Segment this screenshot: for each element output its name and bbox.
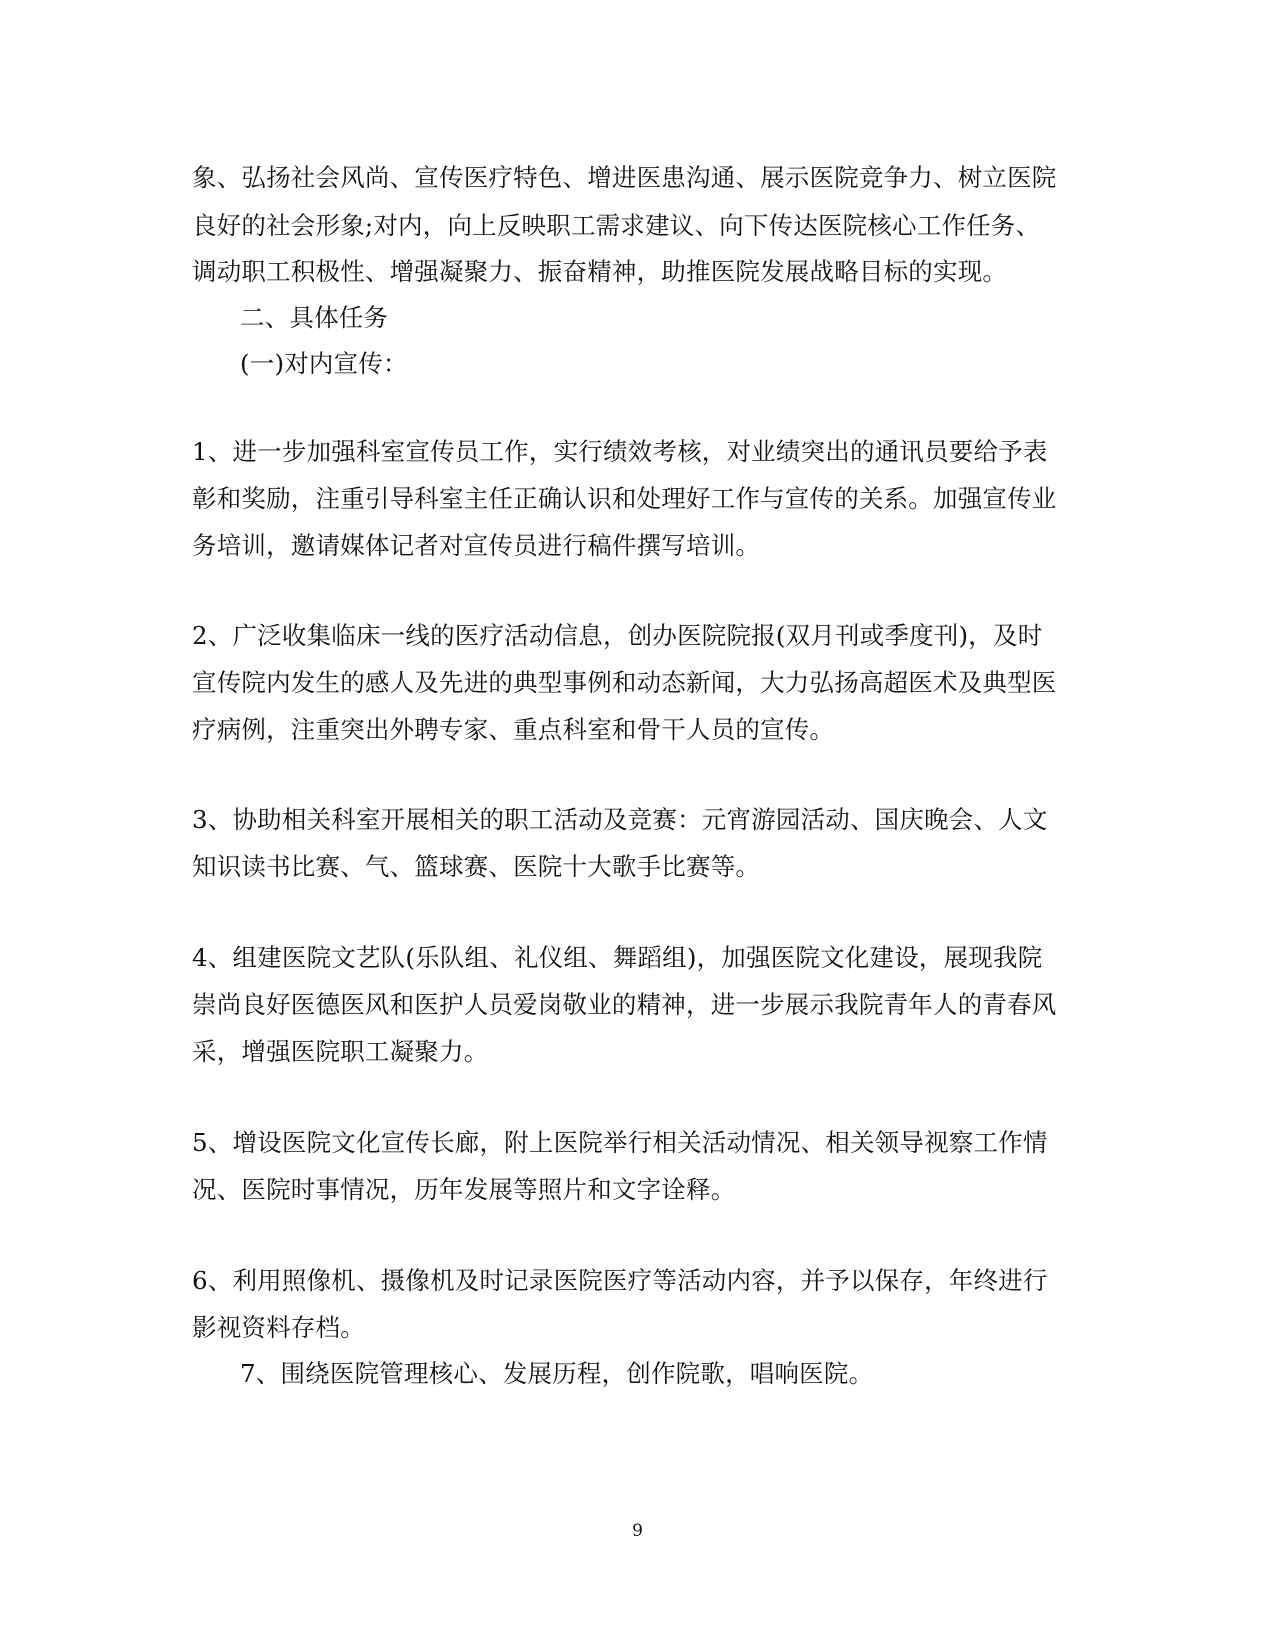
section-heading: 二、具体任务 — [240, 303, 389, 332]
list-item-5-line: 5、增设医院文化宣传长廊，附上医院举行相关活动情况、相关领导视察工作情 — [192, 1128, 1048, 1157]
list-item-4-line: 采，增强医院职工凝聚力。 — [192, 1037, 489, 1066]
subsection-heading: (一)对内宣传： — [240, 349, 408, 378]
list-item-3-line: 知识读书比赛、气、篮球赛、医院十大歌手比赛等。 — [192, 852, 761, 881]
list-item-1-line: 彰和奖励，注重引导科室主任正确认识和处理好工作与宣传的关系。加强宣传业 — [192, 484, 1057, 513]
list-item-3-line: 3、协助相关科室开展相关的职工活动及竞赛：元宵游园活动、国庆晚会、人文 — [192, 805, 1048, 834]
list-item-5-line: 况、医院时事情况，历年发展等照片和文字诠释。 — [192, 1175, 736, 1204]
text-line: 良好的社会形象;对内，向上反映职工需求建议、向下传达医院核心工作任务、 — [192, 211, 1041, 240]
list-item-2-line: 2、广泛收集临床一线的医疗活动信息，创办医院院报(双月刊或季度刊)，及时 — [192, 621, 1043, 650]
text-line: 调动职工积极性、增强凝聚力、振奋精神，助推医院发展战略目标的实现。 — [192, 257, 1008, 286]
list-item-1-line: 务培训，邀请媒体记者对宣传员进行稿件撰写培训。 — [192, 531, 761, 560]
list-item-2-line: 宣传院内发生的感人及先进的典型事例和动态新闻，大力弘扬高超医术及典型医 — [192, 668, 1057, 697]
list-item-4-line: 崇尚良好医德医风和医护人员爱岗敬业的精神，进一步展示我院青年人的青春风 — [192, 990, 1057, 1019]
page-number: 9 — [632, 1521, 643, 1541]
list-item-2-line: 疗病例，注重突出外聘专家、重点科室和骨干人员的宣传。 — [192, 715, 835, 744]
text-line: 象、弘扬社会风尚、宣传医疗特色、增进医患沟通、展示医院竞争力、树立医院 — [192, 163, 1057, 192]
list-item-6-line: 影视资料存档。 — [192, 1313, 365, 1342]
list-item-6-line: 6、利用照像机、摄像机及时记录医院医疗等活动内容，并予以保存，年终进行 — [192, 1266, 1048, 1295]
list-item-1-line: 1、进一步加强科室宣传员工作，实行绩效考核，对业绩突出的通讯员要给予表 — [192, 437, 1048, 466]
list-item-4-line: 4、组建医院文艺队(乐队组、礼仪组、舞蹈组)，加强医院文化建设，展现我院 — [192, 943, 1043, 972]
list-item-7-line: 7、围绕医院管理核心、发展历程，创作院歌，唱响医院。 — [240, 1359, 874, 1388]
